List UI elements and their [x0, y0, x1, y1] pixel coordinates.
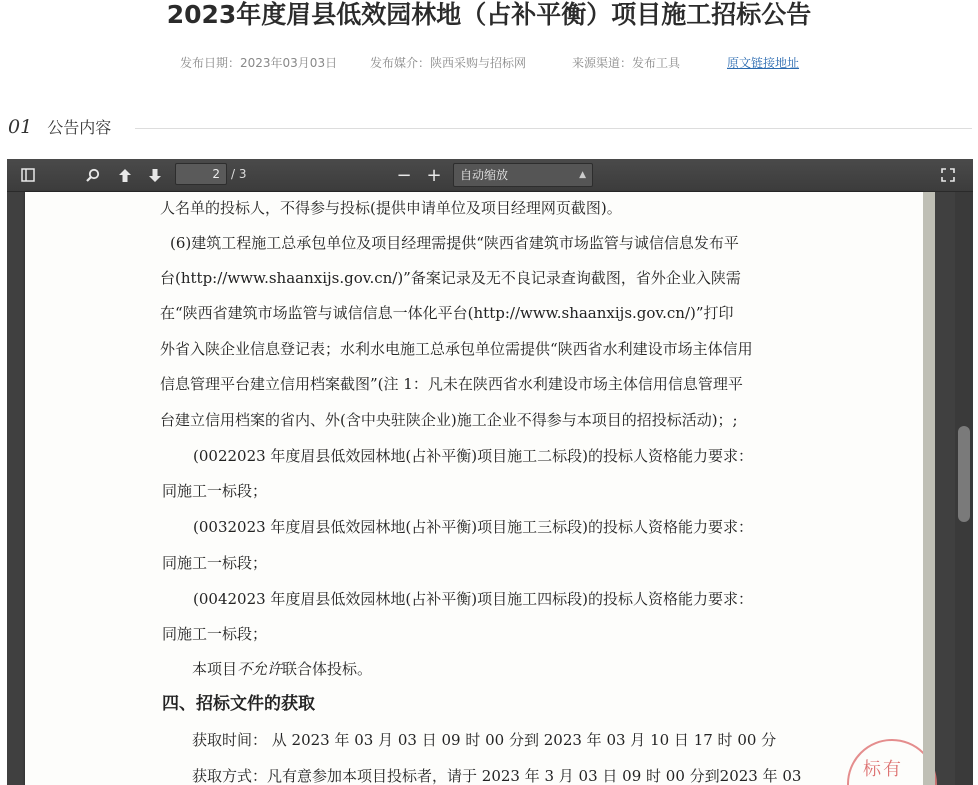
- doc-line: 在“陕西省建筑市场监管与诚信信息一体化平台(http://www.shaanxijs.gov.cn/)”打印: [160, 304, 734, 322]
- doc-line: 台建立信用档案的省内、外(含中央驻陕企业)施工企业不得参与本项目的招投标活动)；;: [160, 411, 738, 429]
- page-number-input[interactable]: 2: [175, 163, 227, 185]
- zoom-out-button[interactable]: −: [396, 164, 412, 186]
- doc-line: (0032023 年度眉县低效园林地(占补平衡)项目施工三标段)的投标人资格能力要求：: [193, 518, 753, 536]
- zoom-in-button[interactable]: +: [426, 164, 442, 186]
- select-arrows-icon: ▲: [579, 170, 586, 180]
- acquire-method: 获取方式：凡有意参加本项目投标者，请于 2023 年 3 月 03 日 09 时 00 分到2023 年 03: [192, 767, 802, 785]
- sidebar-toggle-icon[interactable]: [17, 164, 39, 186]
- consortium-suffix: 联合体投标。: [282, 660, 373, 678]
- page-title: 2023年度眉县低效园林地（占补平衡）项目施工招标公告: [166, 0, 812, 29]
- publish-date: 发布日期：2023年03月03日: [180, 56, 338, 70]
- fullscreen-icon[interactable]: [937, 164, 959, 186]
- page-edge: [923, 192, 935, 785]
- doc-line: 人名单的投标人，不得参与投标(提供申请单位及项目经理网页截图)。: [160, 199, 622, 217]
- doc-line: 外省入陕企业信息登记表；水利水电施工总承包单位需提供“陕西省水利建设市场主体信用: [160, 340, 753, 358]
- doc-line: (0022023 年度眉县低效园林地(占补平衡)项目施工二标段)的投标人资格能力要求：: [193, 447, 753, 465]
- doc-line: (0042023 年度眉县低效园林地(占补平衡)项目施工四标段)的投标人资格能力要求：: [193, 590, 753, 608]
- source-channel: 来源渠道：发布工具: [572, 56, 681, 70]
- search-icon[interactable]: [81, 164, 103, 186]
- section-number: 01: [8, 116, 33, 138]
- doc-line: 信息管理平台建立信用档案截图”(注 1：凡未在陕西省水利建设市场主体信用信息管理平: [160, 375, 743, 393]
- page-total: / 3: [231, 167, 247, 181]
- consortium-prefix: 本项目: [192, 660, 238, 678]
- section-divider: [135, 128, 972, 129]
- seal-stamp: 标有: [847, 739, 937, 785]
- consortium-italic: 不允许: [237, 660, 283, 678]
- pdf-toolbar: [7, 159, 973, 192]
- zoom-select[interactable]: [453, 163, 593, 187]
- scrollbar-thumb[interactable]: [958, 426, 970, 522]
- doc-line: 同施工一标段；: [162, 625, 268, 643]
- pdf-page: [25, 192, 923, 785]
- doc-line: 同施工一标段；: [162, 482, 268, 500]
- doc-line: 同施工一标段；: [162, 554, 268, 572]
- section-header: [8, 115, 972, 141]
- arrow-down-icon[interactable]: [144, 164, 166, 186]
- section-label: 公告内容: [47, 118, 112, 137]
- publish-media: 发布媒介：陕西采购与招标网: [370, 56, 527, 70]
- zoom-value: 自动缩放: [460, 168, 509, 182]
- arrow-up-icon[interactable]: [114, 164, 136, 186]
- doc-line: 台(http://www.shaanxijs.gov.cn/)”备案记录及无不良记录查询截图，省外企业入陕需: [160, 269, 741, 287]
- original-link[interactable]: 原文链接地址: [727, 56, 800, 70]
- acquire-time: 获取时间： 从 2023 年 03 月 03 日 09 时 00 分到 2023 年 03 月 10 日 17 时 00 分: [192, 731, 777, 749]
- consortium-line: [192, 659, 372, 679]
- pdf-viewer: [7, 159, 973, 785]
- doc-line: (6)建筑工程施工总承包单位及项目经理需提供“陕西省建筑市场监管与诚信信息发布平: [170, 234, 739, 252]
- section-heading: 四、招标文件的获取: [162, 694, 315, 714]
